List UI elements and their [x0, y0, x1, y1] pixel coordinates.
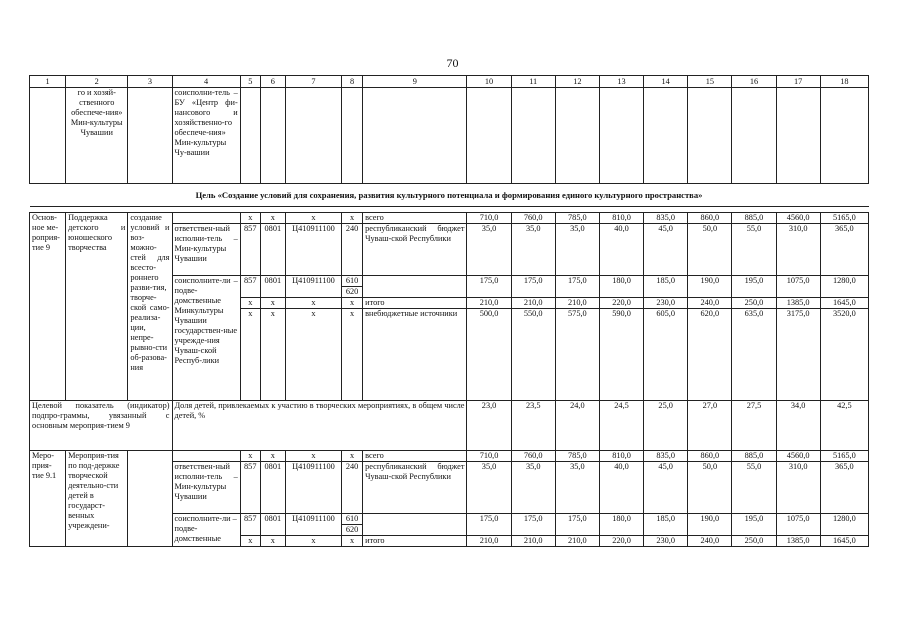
funding-source-cell: внебюджетные источники: [363, 309, 467, 401]
event-name-cell: Поддержка детского и юношеского творчества: [66, 213, 128, 401]
col-number: 4: [172, 76, 240, 88]
table-row: соисполните-ли – подве-домственные Минкультуры Чувашии государствен-ные учрежде-ния Чуваш-ской Респуб-лики 857 0801 Ц410911100 610 175,0 175,0 175,0 180,0 185,0 190,0 195,0 1075,0 1280,0: [30, 276, 869, 287]
col-number: 8: [342, 76, 363, 88]
col-number: 9: [363, 76, 467, 88]
col-number: 1: [30, 76, 66, 88]
table-row: x x x x внебюджетные источники 500,0 550,0 575,0 590,0 605,0 620,0 635,0 3175,0 3520,0: [30, 309, 869, 401]
table-row: соисполните-ли – подве-домственные 857 0801 Ц410911100 610 175,0 175,0 175,0 180,0 185,0 190,0 195,0 1075,0 1280,0: [30, 514, 869, 525]
table-row: Основ-ное ме-роприя-тие 9 Поддержка детского и юношеского творчества создание условий и воз-можно-стей для всесто-роннего разви-тия, творче-ской само-реализа-ции, непре-рывно-сти об-разова-ния x x x x всего 710,0 760,0 785,0 810,0 835,0 860,0 885,0 4560,0 5165,0: [30, 213, 869, 224]
funding-source-cell: итого: [363, 298, 467, 309]
col-number: 5: [240, 76, 260, 88]
table-row: ответствен-ный исполни-тель – Мин-культуры Чувашии 857 0801 Ц410911100 240 республиканский бюджет Чуваш-ской Республики 35,0 35,0 35,0 40,0 45,0 50,0 55,0 310,0 365,0: [30, 462, 869, 514]
col-number: 17: [776, 76, 820, 88]
funding-source-cell: всего: [363, 213, 467, 224]
col-number: 12: [555, 76, 599, 88]
event-number-cell: Основ-ное ме-роприя-тие 9: [30, 213, 66, 401]
table-row: x x x x итого 210,0 210,0 210,0 220,0 230,0 240,0 250,0 1385,0 1645,0: [30, 298, 869, 309]
goal-row: [30, 184, 869, 207]
table-row: ответствен-ный исполни-тель – Мин-культуры Чувашии 857 0801 Ц410911100 240 республиканский бюджет Чуваш-ской Республики 35,0 35,0 35,0 40,0 45,0 50,0 55,0 310,0 365,0: [30, 224, 869, 276]
goal-heading: Цель «Создание условий для сохранения, развития культурного потенциала и формирования единого культурного пространства»: [30, 184, 869, 207]
cont-subprogram-cell: го и хозяй-ственного обеспече-ния» Мин-культуры Чувашии: [66, 88, 128, 184]
cont-responsible-cell: соисполни-тель – БУ «Центр фи-нансового и хозяйственно-го обеспече-ния» Мин-культуры Чу-вашии: [172, 88, 240, 184]
table-row: Меро-прия-тие 9.1 Мероприя-тия по под-держке творческой деятельно-сти детей в государст-венных учреждени- x x x x всего 710,0 760,0 785,0 810,0 835,0 860,0 885,0 4560,0 5165,0: [30, 451, 869, 462]
col-number: 15: [688, 76, 732, 88]
col-number: 3: [128, 76, 172, 88]
funding-source-cell: республиканский бюджет Чуваш-ской Республики: [363, 462, 467, 514]
program-table: 1 2 3 4 5 6 7 8 9 10 11 12 13 14 15 16 17 18 го и хозяй-ственного обеспече-ния» Мин-культуры Чувашии соисполни-тель – БУ «Центр фи-нансового и хозяйственно-го обеспече-ния» Мин-культуры Чу-вашии Цель «Создание условий для сохранения, развития культурного потенциала и формирования единого культурного пространства» Основ-ное ме-роприя-тие 9 Поддержка детского и юношеского творчества создание условий и воз-можно-стей для всесто-роннего разви-тия, творче-ской само-реализа-ции, непре-рывно-сти об-разова-ния x x x x всего 710,0 760,0 785,0 810,0 835,0 860,0 885,0 4560,0 5165,0 ответствен-ный исполни-тель – Мин-культуры Чувашии 857 0801 Ц410911100 240 республиканский бюджет Чуваш-ской Республики 35,0 35,0 35,0 40,0 45,0 50,0 55,0 310,0 365,0 соисполните-ли – подве-домственные Минкультуры Чувашии государствен-ные учрежде-ния Чуваш-ской Респуб-лики 857 0801 Ц410911100 610 175,0 175,0 175,0 180,0 185,0 190,0 195,0 1075,0 1280,0 620 x x x x итого 210,0 210,0 210,0 220,0 230,0 240,0 250,0 1385,0 1645,0 x x x x внебюджетные источники 500,0 550,0 575,0 590,0 605,0 620,0 635,0 3175,0 3520,0 Целевой показатель (индикатор) подпро-граммы, увязанный с основным мероприя-тием 9 Доля детей, привлекаемых к участию в творческих мероприятиях, в общем числе детей, % 23,0 23,5 24,0 24,5 25,0 27,0 27,5 34,0 42,5 Меро-прия-тие 9.1 Мероприя-тия по под-держке творческой деятельно-сти детей в государст-венных учреждени- x x x x всего 710,0 760,0 785,0 810,0 835,0 860,0 885,0 4560,0 5165,0 ответствен-ный исполни-тель – Мин-культуры Чувашии 857 0801 Ц410911100 240 республиканский бюджет Чуваш-ской Республики 35,0 35,0 35,0 40,0 45,0 50,0 55,0 310,0 365,0 соисполните-ли – подве-домственные 857 0801 Ц410911100 610 175,0 175,0 175,0 180,0 185,0 190,0 195,0 1075,0 1280,0 620 x x x x итого 210,0 210,0 210,0 220,0 230,0 240,0 250,0 1385,0 1645,0: [29, 75, 869, 547]
col-number: 10: [467, 76, 511, 88]
indicator-text: Доля детей, привлекаемых к участию в творческих мероприятиях, в общем числе детей, %: [172, 401, 467, 451]
col-number: 2: [66, 76, 128, 88]
event-goal-cell: создание условий и воз-можно-стей для всесто-роннего разви-тия, творче-ской само-реализа-ции, непре-рывно-сти об-разова-ния: [128, 213, 172, 401]
continuation-row: [30, 88, 869, 184]
col-number: 18: [820, 76, 868, 88]
indicator-row: Целевой показатель (индикатор) подпро-граммы, увязанный с основным мероприя-тием 9 Доля детей, привлекаемых к участию в творческих мероприятиях, в общем числе детей, % 23,0 23,5 24,0 24,5 25,0 27,0 27,5 34,0 42,5: [30, 401, 869, 451]
funding-source-cell: всего: [363, 451, 467, 462]
table-row: x x x x итого 210,0 210,0 210,0 220,0 230,0 240,0 250,0 1385,0 1645,0: [30, 536, 869, 547]
event-name-cell: Мероприя-тия по под-держке творческой деятельно-сти детей в государст-венных учреждени-: [66, 451, 128, 547]
responsible-cell: ответствен-ный исполни-тель – Мин-культуры Чувашии: [172, 462, 240, 514]
coexecutor-cell: соисполните-ли – подве-домственные: [172, 514, 240, 547]
col-number: 13: [599, 76, 643, 88]
column-number-row: [30, 76, 869, 88]
funding-source-cell: республиканский бюджет Чуваш-ской Республики: [363, 224, 467, 276]
col-number: 11: [511, 76, 555, 88]
coexecutor-cell: соисполните-ли – подве-домственные Минкультуры Чувашии государствен-ные учрежде-ния Чуваш-ской Респуб-лики: [172, 276, 240, 401]
col-number: 6: [260, 76, 285, 88]
col-number: 7: [285, 76, 341, 88]
page-number: 70: [446, 56, 459, 70]
responsible-cell: ответствен-ный исполни-тель – Мин-культуры Чувашии: [172, 224, 240, 276]
col-number: 14: [644, 76, 688, 88]
event-number-cell: Меро-прия-тие 9.1: [30, 451, 66, 547]
funding-source-cell: итого: [363, 536, 467, 547]
indicator-label: Целевой показатель (индикатор) подпро-граммы, увязанный с основным мероприя-тием 9: [30, 401, 173, 451]
col-number: 16: [732, 76, 776, 88]
